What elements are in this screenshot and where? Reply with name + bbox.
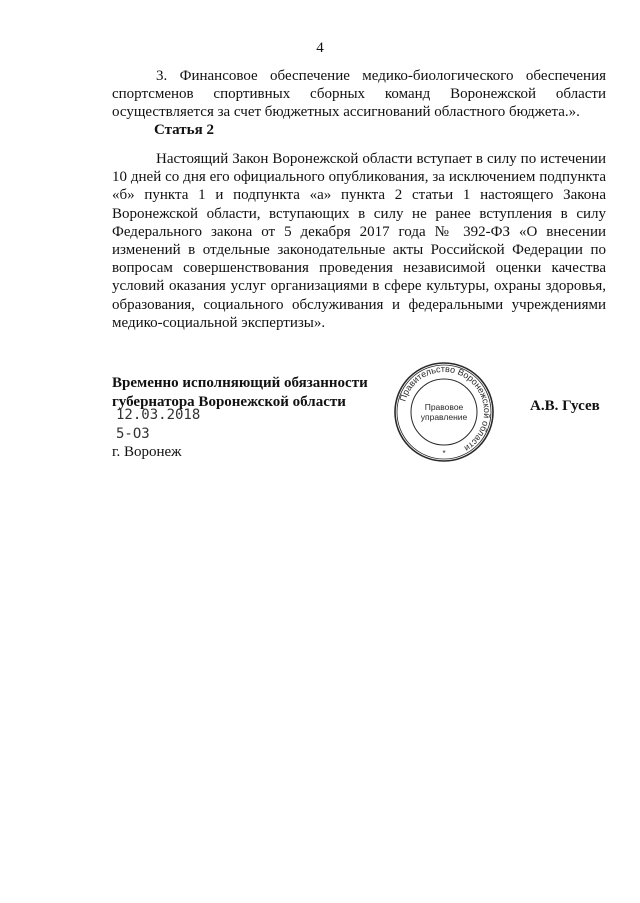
stamp-ring-text: Правительство Воронежской области: [397, 363, 493, 454]
signatory-title-line-2: губернатора Воронежской области: [112, 394, 346, 410]
article-2-heading: Статья 2: [154, 122, 214, 138]
paragraph-entry-into-force: Настоящий Закон Воронежской области вступает в силу по истечении 10 дней со дня его официального опубликования, за исключением подпункта «б» пункта 1 и подпункта «а» пункта 2 статьи 1 настоящего Закона Воронежской области, вступающих в силу не ранее вступления в силу Федерального закона от 5 декабря 2017 года № 392-ФЗ «О внесении изменений в отдельные законодательные акты Российской Федерации по вопросам совершенствования проведения независимой оценки качества условий оказания услуг организациями в сфере культуры, охраны здоровья, образования, социального обслуживания и федеральными учреждениями медико-социальной экспертизы».: [112, 151, 606, 331]
article-1-clause-3: [112, 67, 606, 122]
article-2-body: [112, 150, 606, 332]
law-number: 5-ОЗ: [116, 426, 150, 442]
signing-date: 12.03.2018: [116, 407, 201, 423]
page-number: 4: [316, 40, 324, 56]
stamp-star: *: [442, 449, 446, 458]
signatory-name: А.В. Гусев: [530, 398, 600, 414]
paragraph-financing: 3. Финансовое обеспечение медико-биологического обеспечения спортсменов спортивных сборных команд Воронежской области осуществляется за счет бюджетных ассигнований областного бюджета.».: [112, 68, 606, 121]
stamp-center-line-2: управление: [420, 412, 468, 422]
signing-city: г. Воронеж: [112, 444, 182, 460]
stamp-center-line-1: Правовое: [424, 402, 464, 412]
signatory-title-line-1: Временно исполняющий обязанности: [112, 375, 368, 391]
official-stamp-icon: [392, 360, 496, 464]
